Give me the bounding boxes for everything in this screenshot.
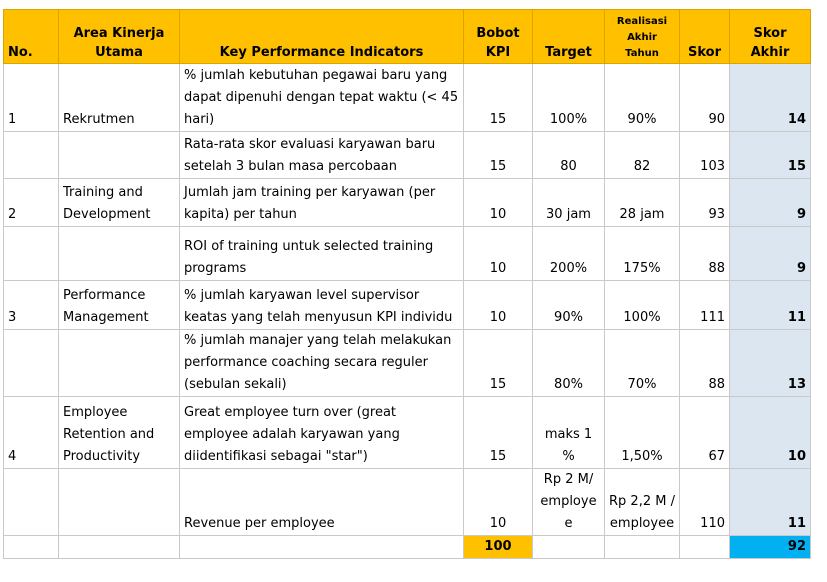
table-row xyxy=(4,330,811,397)
cell-skor[interactable]: 111 xyxy=(680,281,730,330)
header-area[interactable]: Area Kinerja Utama xyxy=(59,10,180,64)
cell-target[interactable]: 90% xyxy=(533,281,605,330)
cell-skor[interactable]: 67 xyxy=(680,397,730,469)
cell-kpi[interactable]: Jumlah jam training per karyawan (per kapita) per tahun xyxy=(180,179,464,227)
cell-area[interactable]: Rekrutmen xyxy=(59,64,180,132)
header-target[interactable]: Target xyxy=(533,10,605,64)
cell-skor-akhir[interactable]: 9 xyxy=(730,227,811,281)
cell-area[interactable] xyxy=(59,132,180,179)
cell-skor-akhir[interactable]: 14 xyxy=(730,64,811,132)
table-row xyxy=(4,227,811,281)
cell-skor[interactable]: 110 xyxy=(680,469,730,536)
cell-kpi[interactable]: % jumlah kebutuhan pegawai baru yang dapat dipenuhi dengan tepat waktu (< 45 hari) xyxy=(180,64,464,132)
cell-kpi[interactable]: % jumlah manajer yang telah melakukan performance coaching secara reguler (sebulan sekali) xyxy=(180,330,464,397)
cell-area[interactable] xyxy=(59,330,180,397)
cell-realisasi[interactable]: 82 xyxy=(605,132,680,179)
total-row xyxy=(4,536,811,559)
cell-target[interactable]: 100% xyxy=(533,64,605,132)
cell-target[interactable]: 80% xyxy=(533,330,605,397)
table-row xyxy=(4,281,811,330)
total-cell-empty[interactable] xyxy=(4,536,59,559)
cell-target[interactable]: Rp 2 M/ employee xyxy=(533,469,605,536)
cell-area[interactable] xyxy=(59,227,180,281)
total-cell-empty[interactable] xyxy=(605,536,680,559)
cell-no[interactable]: 3 xyxy=(4,281,59,330)
table-row xyxy=(4,397,811,469)
header-realisasi[interactable]: Realisasi Akhir Tahun xyxy=(605,10,680,64)
cell-skor-akhir[interactable]: 13 xyxy=(730,330,811,397)
cell-bobot[interactable]: 10 xyxy=(464,227,533,281)
cell-skor-akhir[interactable]: 10 xyxy=(730,397,811,469)
cell-bobot[interactable]: 10 xyxy=(464,179,533,227)
cell-realisasi[interactable]: 175% xyxy=(605,227,680,281)
header-skor-akhir[interactable]: Skor Akhir xyxy=(730,10,811,64)
cell-target[interactable]: 80 xyxy=(533,132,605,179)
cell-bobot[interactable]: 15 xyxy=(464,330,533,397)
cell-no[interactable]: 2 xyxy=(4,179,59,227)
cell-area[interactable]: Employee Retention and Productivity xyxy=(59,397,180,469)
cell-skor-akhir[interactable]: 9 xyxy=(730,179,811,227)
kpi-table xyxy=(3,9,811,559)
cell-target[interactable]: 200% xyxy=(533,227,605,281)
header-skor[interactable]: Skor xyxy=(680,10,730,64)
cell-realisasi[interactable]: 28 jam xyxy=(605,179,680,227)
cell-skor-akhir[interactable]: 11 xyxy=(730,281,811,330)
header-no[interactable]: No. xyxy=(4,10,59,64)
cell-realisasi[interactable]: 100% xyxy=(605,281,680,330)
cell-realisasi[interactable]: 70% xyxy=(605,330,680,397)
total-skor-akhir[interactable]: 92 xyxy=(730,536,811,559)
total-cell-empty[interactable] xyxy=(59,536,180,559)
cell-area[interactable]: Training and Development xyxy=(59,179,180,227)
cell-bobot[interactable]: 15 xyxy=(464,132,533,179)
cell-kpi[interactable]: Revenue per employee xyxy=(180,469,464,536)
cell-bobot[interactable]: 15 xyxy=(464,64,533,132)
cell-kpi[interactable]: ROI of training untuk selected training programs xyxy=(180,227,464,281)
table-row xyxy=(4,64,811,132)
cell-no[interactable]: 4 xyxy=(4,397,59,469)
cell-skor[interactable]: 88 xyxy=(680,330,730,397)
cell-skor[interactable]: 103 xyxy=(680,132,730,179)
cell-area[interactable]: Performance Management xyxy=(59,281,180,330)
cell-bobot[interactable]: 10 xyxy=(464,469,533,536)
cell-no[interactable] xyxy=(4,469,59,536)
cell-skor[interactable]: 88 xyxy=(680,227,730,281)
cell-kpi[interactable]: Rata-rata skor evaluasi karyawan baru setelah 3 bulan masa percobaan xyxy=(180,132,464,179)
total-cell-empty[interactable] xyxy=(680,536,730,559)
header-row xyxy=(4,10,811,64)
header-kpi[interactable]: Key Performance Indicators xyxy=(180,10,464,64)
table-row xyxy=(4,469,811,536)
cell-bobot[interactable]: 15 xyxy=(464,397,533,469)
total-cell-empty[interactable] xyxy=(533,536,605,559)
cell-kpi[interactable]: Great employee turn over (great employee adalah karyawan yang diidentifikasi sebagai "star") xyxy=(180,397,464,469)
cell-no[interactable]: 1 xyxy=(4,64,59,132)
total-bobot[interactable]: 100 xyxy=(464,536,533,559)
total-cell-empty[interactable] xyxy=(180,536,464,559)
cell-no[interactable] xyxy=(4,227,59,281)
cell-realisasi[interactable]: 90% xyxy=(605,64,680,132)
cell-no[interactable] xyxy=(4,330,59,397)
cell-target[interactable]: maks 1 % xyxy=(533,397,605,469)
header-bobot[interactable]: Bobot KPI xyxy=(464,10,533,64)
cell-skor-akhir[interactable]: 15 xyxy=(730,132,811,179)
cell-target[interactable]: 30 jam xyxy=(533,179,605,227)
table-row xyxy=(4,132,811,179)
cell-bobot[interactable]: 10 xyxy=(464,281,533,330)
cell-skor[interactable]: 93 xyxy=(680,179,730,227)
cell-skor[interactable]: 90 xyxy=(680,64,730,132)
cell-area[interactable] xyxy=(59,469,180,536)
cell-realisasi[interactable]: Rp 2,2 M / employee xyxy=(605,469,680,536)
table-row xyxy=(4,179,811,227)
cell-skor-akhir[interactable]: 11 xyxy=(730,469,811,536)
cell-kpi[interactable]: % jumlah karyawan level supervisor keatas yang telah menyusun KPI individu xyxy=(180,281,464,330)
cell-realisasi[interactable]: 1,50% xyxy=(605,397,680,469)
cell-no[interactable] xyxy=(4,132,59,179)
